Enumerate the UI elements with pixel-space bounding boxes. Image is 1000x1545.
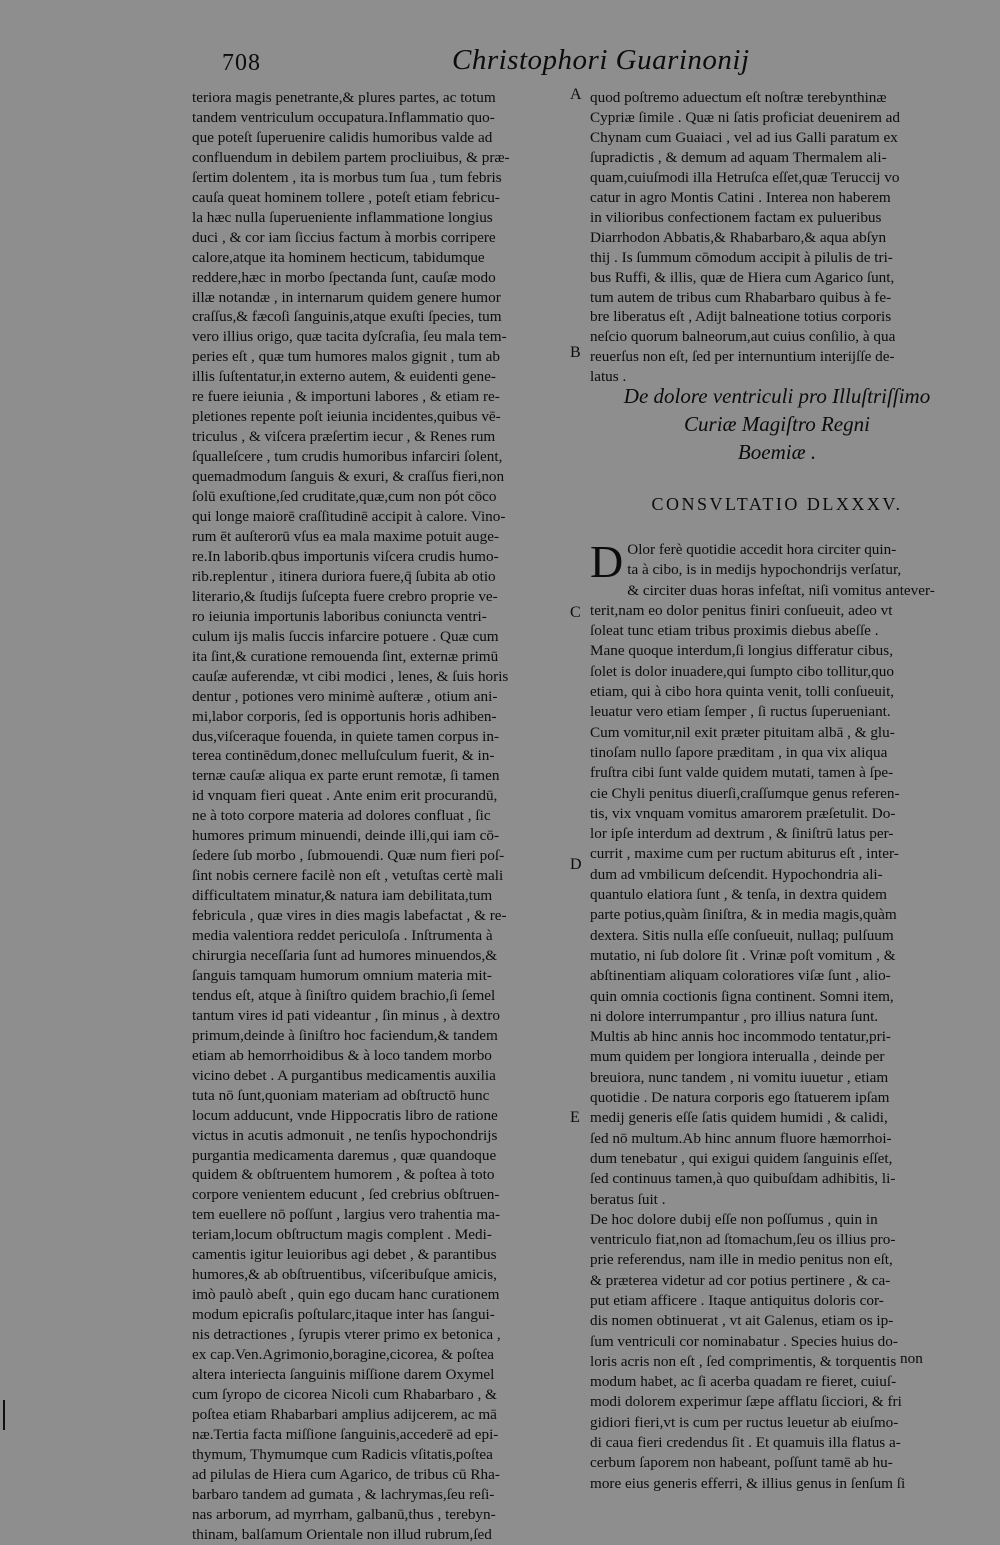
text-line: imò paulò abeſt , quin ego ducam hanc curationem [192,1286,500,1304]
text-line: mum quidem per longiora interualla , deinde per [590,1048,885,1066]
text-line: culum ijs malis ſuccis infarcire potuere . Quæ cum [192,627,499,645]
text-line: quin omnia coctionis ſigna continent. Somni item, [590,987,894,1005]
text-line: bre liberatus eſt , Adijt balneatione totius corporis [590,308,892,326]
text-line: tuta nō ſunt,quoniam materiam ad obſtructō hunc [192,1086,490,1104]
text-line: fruſtra cibi ſunt valde quidem mutati, tamen à ſpe- [590,764,894,782]
consultation-title: CONSVLTATIO DLXXXV. [651,494,903,514]
text-line: cauſæ auferendæ, vt cibi modici , lenes, & ſuis horis [192,667,509,685]
text-line: illæ notandæ , in internarum quidem genere humor [192,288,501,306]
text-line: tendus eſt, atque à ſiniſtro quidem brachio,ſi ſemel [192,986,496,1004]
text-line: la hæc nulla ſuperueniente inflammatione longius [192,208,493,226]
text-line: teriora magis penetrante,& plures partes, ac totum [192,89,496,106]
text-line: corpore venientem educunt , ſed crebrius obſtruen- [192,1186,500,1204]
section-title-line: De dolore ventriculi pro Illuſtriſſimo [623,384,931,408]
text-line: & circiter duas horas infeſtat, niſi vomitus antever- [627,581,935,599]
text-line: id vnquam fieri queat . Ante enim erit procurandū, [192,787,498,805]
marginal-letter-e: E [570,1109,580,1126]
text-line: humores,& ab obſtruentibus, viſceribuſque amicis, [192,1266,497,1284]
text-line: triculus , & viſcera præſertim iecur , & Renes rum [192,428,496,446]
right-column-top [590,88,950,387]
text-line: thij . Is ſummum cōmodum accipit à pilulis de tri- [590,248,893,266]
text-line: Chynam cum Guaiaci , vel ad ius Galli paratum ex [590,128,898,146]
text-line: dus,viſceraque fouenda, in quiete tamen corpus in- [192,727,500,745]
text-line: ſint nobis cernere facilè non eſt , vetuſtas certè mali [192,867,504,885]
text-line: etiam, qui à cibo hora quinta venit, tolli conſueuit, [590,683,895,701]
text-line: rib.replentur , itinera duriora fuere,q̄ ſubita ab otio [192,567,496,585]
text-line: ſolet is dolor inuadere,qui ſumpto cibo tollitur,quo [590,662,894,680]
text-line: modum habet, ac ſi acerba quadam re fieret, cuiuſ- [590,1373,897,1391]
text-line: vicino debet . A purgantibus medicamentis auxilia [192,1066,496,1084]
text-line: ad pilulas de Hiera cum Agarico, de tribus cū Rha- [192,1465,500,1483]
text-line: re.In laborib.qbus importunis viſcera crudis humo- [192,547,499,565]
text-line: bus Ruffi, & illis, quæ de Hiera cum Agarico ſunt, [590,268,895,286]
text-line: re fuere ieiunia , & importuni labores , & etiam re- [192,388,500,406]
text-line: cerbum ſaporem non habeant, poſſunt tamē ab hu- [590,1454,893,1472]
text-line: medij generis eſſe ſatis quidem humidi , & calidi, [590,1109,888,1127]
right-column-body [590,536,950,1494]
running-head: Christophori Guarinonij [452,44,750,76]
text-line: dis nomen obtinuerat , vt ait Galenus, etiam os ip- [590,1312,894,1330]
text-line: rum ēt auſterorū vſus ea mala maxime potuit auge- [192,527,500,545]
text-line: quam,cuiuſmodi illa Hetruſca eſſet,quæ Teruccij vo [590,168,900,186]
text-line: tis, vix vnquam vomitus amarorem præſetulit. Do- [590,804,896,822]
text-line: ni dolore interrumpantur , pro illius natura ſunt. [590,1007,879,1025]
text-line: victus in acutis admonuit , ne tenſis hypochondrijs [192,1126,498,1144]
text-line: leuatur vero etiam ſemper , ſi ructus ſuperueniant. [590,703,891,721]
text-line: nas arborum, ad myrrham, galbanū,thus , terebyn- [192,1505,496,1523]
text-line: more eius generis efferri, & illius genus in ſenſum ſi [590,1474,906,1492]
text-line: tantum vires id pati videantur , ſin minus , à dextro [192,1006,500,1024]
text-line: cie Chyli penitus diuerſi,craſſumque genus referen- [590,784,900,802]
text-line: prie referendus, nam ille in medio penitus non eſt, [590,1251,893,1269]
text-line: primum,deinde à ſiniſtro hoc faciendum,& tandem [192,1026,498,1044]
text-line: vero illius origo, quæ tacita dyſcraſia, ſeu mala tem- [192,328,507,346]
text-line: ſertim dolentem , ita is morbus tum ſua , tum febris [192,168,502,186]
text-line: Mane quoque interdum,ſi longius differatur cibus, [590,642,893,660]
text-line: reddere,hæc in morbo ſpectanda ſunt, cauſæ modo [192,268,496,286]
text-line: cum ſyropo de cicorea Nicoli cum Rhabarbaro , & [192,1385,497,1403]
text-line: lor ipſe interdum ad dextrum , & ſiniſtrū latus per- [590,825,894,843]
text-line: Diarrhodon Abbatis,& Rhabarbaro,& aqua abſyn [590,228,887,246]
section-title [582,382,972,466]
text-line: quod poſtremo aduectum eſt noſtræ terebynthinæ [590,89,887,106]
text-line: terit,nam eo dolor penitus finiri conſueuit, adeo vt [590,601,893,619]
text-line: ſupradictis , & demum ad aquam Thermalem ali- [590,148,887,166]
text-line: humores primum minuendi, deinde illi,qui iam cō- [192,827,500,845]
text-line: peries eſt , quæ tum humores malos gignit , tum ab [192,348,500,366]
text-line: teriam,locum obſtructum magis complent . Medi- [192,1226,492,1244]
text-line: dextera. Sitis nulla eſſe conſueuit, nullaq; pulſuum [590,926,894,944]
text-line: ne à toto corpore materia ad dolores confluat , ſic [192,807,491,825]
text-line: gidiori fieri,vt is cum per ructus leuetur ab eiuſmo- [590,1413,899,1431]
text-line: quemadmodum ſanguis & exuri, & craſſus fieri,non [192,468,505,486]
catchword: non [900,1350,923,1367]
text-line: febricula , quæ vires in dies magis labefactat , & re- [192,907,507,925]
text-line: quotidie . De natura corporis ego ſtatuerem ipſam [590,1089,890,1107]
text-line: ſqualleſcere , tum crudis humoribus infarciri ſolent, [192,448,503,466]
text-line: ſoleat tunc etiam tribus proximis diebus abeſſe . [590,622,879,640]
text-line: quantulo elatiora ſunt , & tenſa, in dextra quidem [590,886,887,904]
text-line: put etiam afficere . Itaque antiquitus doloris cor- [590,1291,884,1309]
text-line: ex cap.Ven.Agrimonio,boragine,cicorea, & poſtea [192,1346,494,1364]
text-line: abſtinentiam aliquam coloratiores viſæ ſunt , alio- [590,967,891,985]
section-title-line: Curiæ Magiſtro Regni [684,412,870,436]
text-line: dum tenebatur , qui exigui quidem ſanguinis eſſet, [590,1149,893,1167]
text-line: poſtea etiam Rhabarbari amplius adijcerem, ac mā [192,1405,497,1423]
text-line: ventriculo fiat,non ad ſtomachum,ſeu os illius pro- [590,1231,896,1249]
text-line: tandem ventriculum occupatura.Inflammatio quo- [192,108,495,126]
text-line: Cum vomitur,nil exit præter pituitam albā , & glu- [590,723,895,741]
marginal-letter-d: D [570,856,582,873]
page-edge-mark [3,1400,11,1430]
text-line: loris acris non eſt , ſed comprimentis, & torquentis [590,1352,897,1370]
text-line: latus . [590,368,627,386]
text-line: ro ieiunia importunis laboribus coniuncta ventri- [192,607,487,625]
text-line: neſcio quorum balneorum,aut cuius conſilio, à qua [590,328,896,346]
text-line: in vilioribus confectionem factam ex pulueribus [590,208,882,226]
drop-cap: D [590,536,624,587]
text-line: craſſus,& fæcoſi ſanguinis,atque exuſti ſpecies, tum [192,308,502,326]
text-line: literario,& ſtudijs ſuſcepta fuere crebro proprie ve- [192,587,498,605]
text-line: etiam ab hemorrhoidibus & à loco tandem morbo [192,1046,492,1064]
text-line: dentur , potiones vero minimè auſteræ , otium ani- [192,687,498,705]
text-line: mi,labor corporis, ſed is opportunis horis adhiben- [192,707,497,725]
text-line: chirurgia neceſſaria ſunt ad humores minuendos,& [192,946,498,964]
text-line: breuiora, nunc tandem , ni vomitu iuuetur , etiam [590,1068,889,1086]
text-line: terea continēdum,donec melluſculum fuerit, & in- [192,747,495,765]
text-line: qui longe maiorē craſſitudinē accipit à calore. Vino- [192,508,506,526]
text-line: ſed nō multum.Ab hinc annum fluore hæmorrhoi- [590,1129,892,1147]
text-line: illis ſuſtentatur,in externo autem, & euidenti gene- [192,368,496,386]
text-line: beratus ſuit . [590,1190,666,1208]
text-line: tum autem de tribus cum Rhabarbaro quibus à fe- [590,288,892,306]
text-line: thinam, balſamum Orientale non illud rubrum,ſed [192,1525,492,1543]
text-line: media valentiora reddet periculoſa . Inſtrumenta à [192,927,493,945]
text-line: thymum, Thymumque cum Radicis vſitatis,poſtea [192,1445,493,1463]
text-line: dum ad vmbilicum deſcendit. Hypochondria ali- [590,865,883,883]
text-line: locum adducunt, vnde Hippocratis libro de ratione [192,1106,498,1124]
text-line: currit , maxime cum per ructum abiturus eſt , inter- [590,845,899,863]
text-line: que poteſt ſuperuenire calidis humoribus valde ad [192,128,493,146]
text-line: Olor ferè quotidie accedit hora circiter quin- [627,541,897,558]
text-line: tinoſam nullo ſapore præditam , in qua vix aliqua [590,743,888,761]
text-line: ternæ cauſæ aliqua ex parte erunt remotæ, ſi tamen [192,767,500,785]
text-line: & præterea videtur ad cor potius pertinere , & ca- [590,1271,891,1289]
marginal-letter-c: C [570,604,581,621]
text-line: ſedere ſub morbo , ſubmouendi. Quæ num fieri poſ- [192,847,505,865]
text-line: nis detractiones , ſyrupis vterer primo ex betonica , [192,1326,501,1344]
text-line: De hoc dolore dubij eſſe non poſſumus , quin in [590,1210,878,1228]
text-line: difficultatem minatur,& natura iam debilitata,tum [192,887,493,905]
text-line: modi dolorem experimur ſæpe afflatu ſicciori, & fri [590,1393,902,1411]
text-line: modum epicraſis poſtularc,itaque inter has ſangui- [192,1306,495,1324]
text-line: ita ſint,& curatione remouenda ſint, externæ primū [192,647,499,665]
text-line: ſum ventriculi cor nominabatur . Species huius do- [590,1332,898,1350]
text-line: pletiones repente poſt ieiunia incidentes,quibus vē- [192,408,501,426]
page-number: 708 [222,50,261,76]
text-line: ſanguis tamquam humorum omnium materia mit- [192,966,492,984]
text-line: altera interiecta ſanguinis miſſione darem Oxymel [192,1366,495,1383]
text-line: ſed continuus tamen,à quo quibuſdam adhibitis, li- [590,1170,896,1188]
text-line: cauſa queat hominem tollere , poteſt etiam febricu- [192,188,500,206]
text-line: quidem & obſtruentem humorem , & poſtea à toto [192,1166,495,1184]
text-line: purgantia medicamenta daremus , quæ quandoque [192,1146,497,1164]
text-line: barbaro tandem ad gumata , & lachrymas,ſeu reſi- [192,1485,495,1503]
text-line: camentis igitur leuioribus agi debet , & parantibus [192,1246,497,1264]
text-line: calore,atque ita hominem hecticum, tabidumque [192,248,485,266]
text-line: reuerſus non eſt, ſed per internuntium interijſſe de- [590,348,895,366]
text-line: Multis ab hinc annis hoc incommodo tentatur,pri- [590,1028,891,1046]
text-line: catur in agro Montis Catini . Interea non haberem [590,188,891,206]
text-line: di caua fieri credendus ſit . Et quamuis illa flatus a- [590,1434,901,1452]
left-column [192,88,570,1545]
text-line: ſolū exuſtione,ſed cruditate,quæ,cum non pót cōco [192,488,497,506]
text-line: duci , & cor iam ſiccius factum à morbis corripere [192,228,496,246]
marginal-letter-b: B [570,344,581,361]
text-line: tem euellere nō poſſunt , largius vero trahentia ma- [192,1206,501,1224]
text-line: confluendum in debilem partem procliuibus, & præ- [192,148,510,166]
section-title-line: Boemiæ . [737,440,817,464]
text-line: mutatio, ni ſub dolore ſit . Vrinæ poſt vomitum , & [590,946,896,964]
marginal-letter-a: A [570,86,582,103]
text-line: parte potius,quàm ſiniſtra, & in media magis,quàm [590,906,897,924]
text-line: ta à cibo, is in medijs hypochondrijs verſatur, [627,561,902,579]
text-line: næ.Tertia facta miſſione ſanguinis,accederē ad epi- [192,1425,499,1443]
text-line: Cypriæ ſimile . Quæ ni ſatis proficiat deuenirem ad [590,108,901,126]
